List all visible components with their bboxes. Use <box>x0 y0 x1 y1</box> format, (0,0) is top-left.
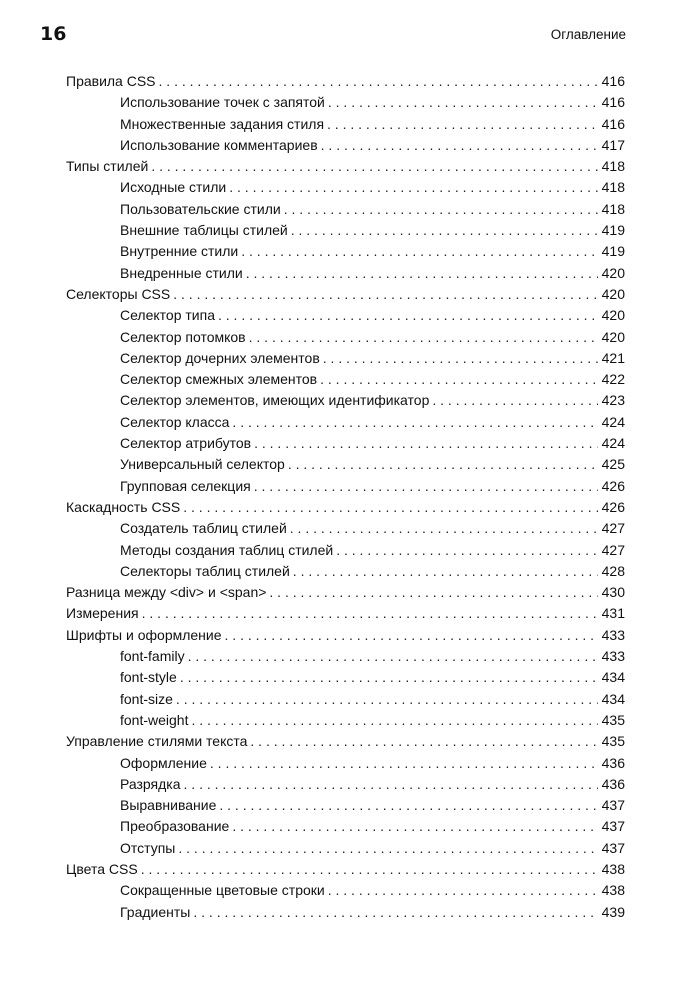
toc-dot-leader <box>151 156 597 177</box>
toc-entry-title: Внедренные стили <box>120 264 243 281</box>
toc-entry-page: 418 <box>601 200 625 217</box>
toc-entry-title: Типы стилей <box>66 158 149 175</box>
toc-subsection-entry <box>66 135 625 156</box>
toc-entry-title: font-size <box>120 690 173 707</box>
toc-entry-title: Селектор атрибутов <box>120 435 252 452</box>
toc-section-entry <box>66 859 625 880</box>
toc-entry-title: Селектор смежных элементов <box>120 371 318 388</box>
toc-dot-leader <box>178 838 597 859</box>
toc-entry-page: 424 <box>601 413 625 430</box>
toc-subsection-entry <box>66 241 625 262</box>
toc-dot-leader <box>241 241 597 262</box>
toc-dot-leader <box>327 114 598 135</box>
toc-entry-title: Селектор потомков <box>120 328 246 345</box>
toc-dot-leader <box>184 774 598 795</box>
running-head: Оглавление <box>550 27 626 42</box>
toc-dot-leader <box>229 177 597 198</box>
toc-entry-title: Групповая селекция <box>120 477 251 494</box>
toc-section-entry <box>66 625 625 646</box>
toc-dot-leader <box>219 795 597 816</box>
toc-entry-page: 419 <box>601 243 625 260</box>
toc-section-entry <box>66 156 625 177</box>
toc-dot-leader <box>288 454 598 475</box>
toc-entry-page: 416 <box>601 73 625 89</box>
toc-dot-leader <box>323 348 598 369</box>
toc-entry-title: Селектор элементов, имеющих идентификатор <box>120 392 430 409</box>
toc-dot-leader <box>254 476 598 497</box>
toc-entry-title: Отступы <box>120 839 176 856</box>
toc-entry-title: Селектор типа <box>120 307 215 324</box>
toc-dot-leader <box>142 603 598 624</box>
toc-entry-title: Исходные стили <box>120 179 227 196</box>
toc-entry-title: Разрядка <box>120 775 181 792</box>
toc-dot-leader <box>249 327 598 348</box>
toc-entry-page: 437 <box>601 839 625 856</box>
toc-entry-page: 419 <box>601 222 625 239</box>
toc-section-entry <box>66 71 625 92</box>
toc-dot-leader <box>183 497 597 518</box>
toc-dot-leader <box>269 582 597 603</box>
toc-entry-page: 425 <box>601 456 625 473</box>
page-number: 16 <box>40 23 67 45</box>
toc-entry-title: font-style <box>120 669 177 686</box>
toc-entry-title: Шрифты и оформление <box>66 626 222 643</box>
toc-entry-page: 434 <box>601 690 625 707</box>
toc-entry-title: Селектор дочерних элементов <box>120 349 320 366</box>
toc-dot-leader <box>218 305 598 326</box>
toc-entry-page: 437 <box>601 818 625 835</box>
toc-entry-page: 428 <box>601 562 625 579</box>
toc-entry-page: 416 <box>601 115 625 132</box>
toc-dot-leader <box>432 390 597 411</box>
toc-dot-leader <box>232 816 597 837</box>
toc-entry-title: Оформление <box>120 754 207 771</box>
toc-dot-leader <box>328 880 598 901</box>
toc-subsection-entry <box>66 689 625 710</box>
toc-dot-leader <box>188 646 598 667</box>
toc-entry-title: Измерения <box>66 605 139 622</box>
toc-dot-leader <box>291 220 598 241</box>
toc-subsection-entry <box>66 667 625 688</box>
toc-dot-leader <box>193 902 597 923</box>
toc-entry-page: 438 <box>601 860 625 877</box>
toc-subsection-entry <box>66 816 625 837</box>
toc-subsection-entry <box>66 454 625 475</box>
toc-entry-title: font-family <box>120 648 185 665</box>
toc-dot-leader <box>173 284 597 305</box>
toc-entry-page: 435 <box>601 733 625 750</box>
toc-entry-page: 424 <box>601 435 625 452</box>
toc-entry-page: 420 <box>601 264 625 281</box>
toc-subsection-entry <box>66 476 625 497</box>
toc-subsection-entry <box>66 774 625 795</box>
toc-section-entry <box>66 731 625 752</box>
toc-entry-page: 439 <box>601 903 625 920</box>
toc-entry-page: 435 <box>601 711 625 728</box>
toc-entry-title: Методы создания таблиц стилей <box>120 541 334 558</box>
toc-entry-title: Использование комментариев <box>120 136 318 153</box>
toc-subsection-entry <box>66 220 625 241</box>
toc-subsection-entry <box>66 348 625 369</box>
toc-entry-page: 431 <box>601 605 625 622</box>
toc-subsection-entry <box>66 753 625 774</box>
toc-dot-leader <box>290 518 598 539</box>
toc-entry-page: 420 <box>601 328 625 345</box>
toc-dot-leader <box>328 92 598 113</box>
toc-dot-leader <box>336 540 597 561</box>
toc-dot-leader <box>246 263 598 284</box>
toc-subsection-entry <box>66 433 625 454</box>
toc-entry-title: Управление стилями текста <box>66 733 248 750</box>
toc-subsection-entry <box>66 263 625 284</box>
toc-dot-leader <box>225 625 598 646</box>
toc-dot-leader <box>210 753 598 774</box>
toc-dot-leader <box>191 710 597 731</box>
toc-subsection-entry <box>66 646 625 667</box>
toc-subsection-entry <box>66 305 625 326</box>
toc-entry-page: 437 <box>601 797 625 814</box>
toc-subsection-entry <box>66 880 625 901</box>
toc-entry-page: 434 <box>601 669 625 686</box>
toc-subsection-entry <box>66 902 625 923</box>
toc-dot-leader <box>254 433 598 454</box>
toc-entry-page: 420 <box>601 285 625 302</box>
toc-subsection-entry <box>66 369 625 390</box>
toc-subsection-entry <box>66 540 625 561</box>
toc-subsection-entry <box>66 518 625 539</box>
toc-entry-title: Преобразование <box>120 818 230 835</box>
toc-entry-page: 436 <box>601 775 625 792</box>
toc-subsection-entry <box>66 795 625 816</box>
toc-entry-page: 427 <box>601 520 625 537</box>
toc-subsection-entry <box>66 838 625 859</box>
toc-entry-title: Множественные задания стиля <box>120 115 325 132</box>
toc-entry-page: 433 <box>601 648 625 665</box>
toc-dot-leader <box>141 859 598 880</box>
toc-entry-title: Правила CSS <box>66 73 156 89</box>
toc-entry-title: Селекторы CSS <box>66 285 171 302</box>
toc-entry-title: Цвета CSS <box>66 860 138 877</box>
toc-entry-page: 418 <box>601 179 625 196</box>
toc-entry-page: 416 <box>601 94 625 111</box>
toc-dot-leader <box>180 667 598 688</box>
toc-entry-title: Внешние таблицы стилей <box>120 222 288 239</box>
toc-subsection-entry <box>66 114 625 135</box>
toc-subsection-entry <box>66 199 625 220</box>
toc-entry-title: Пользовательские стили <box>120 200 281 217</box>
toc-entry-title: Селектор класса <box>120 413 230 430</box>
toc-dot-leader <box>284 199 598 220</box>
toc-dot-leader <box>159 71 598 92</box>
toc-subsection-entry <box>66 177 625 198</box>
toc-entry-page: 422 <box>601 371 625 388</box>
toc-entry-page: 426 <box>601 477 625 494</box>
toc-entry-title: Внутренние стили <box>120 243 239 260</box>
toc-entry-title: Создатель таблиц стилей <box>120 520 287 537</box>
toc-dot-leader <box>232 412 597 433</box>
toc-entry-page: 436 <box>601 754 625 771</box>
toc-section-entry <box>66 497 625 518</box>
toc-entry-page: 426 <box>601 498 625 515</box>
toc-entry-title: Использование точек с запятой <box>120 94 325 111</box>
toc-entry-title: Градиенты <box>120 903 191 920</box>
toc-dot-leader <box>320 369 598 390</box>
toc-dot-leader <box>250 731 597 752</box>
toc-dot-leader <box>176 689 598 710</box>
toc-subsection-entry <box>66 561 625 582</box>
toc-entry-page: 423 <box>601 392 625 409</box>
toc-entry-title: Сокращенные цветовые строки <box>120 882 325 899</box>
toc-entry-title: font-weight <box>120 711 189 728</box>
toc-subsection-entry <box>66 390 625 411</box>
toc-dot-leader <box>321 135 598 156</box>
toc-entry-page: 418 <box>601 158 625 175</box>
toc-entry-page: 420 <box>601 307 625 324</box>
toc-entry-page: 417 <box>601 136 625 153</box>
toc-entry-page: 438 <box>601 882 625 899</box>
toc-entry-page: 433 <box>601 626 625 643</box>
toc-section-entry <box>66 582 625 603</box>
toc-dot-leader <box>293 561 598 582</box>
toc-entry-title: Выравнивание <box>120 797 217 814</box>
toc-subsection-entry <box>66 92 625 113</box>
toc-entry-title: Разница между <div> и <span> <box>66 584 267 601</box>
toc-entry-page: 430 <box>601 584 625 601</box>
toc-entry-page: 427 <box>601 541 625 558</box>
toc-entry-title: Селекторы таблиц стилей <box>120 562 290 579</box>
toc-entry-title: Универсальный селектор <box>120 456 285 473</box>
toc-subsection-entry <box>66 710 625 731</box>
toc-entry-title: Каскадность CSS <box>66 498 181 515</box>
table-of-contents <box>66 71 625 923</box>
toc-section-entry <box>66 603 625 624</box>
toc-subsection-entry <box>66 412 625 433</box>
toc-section-entry <box>66 284 625 305</box>
toc-subsection-entry <box>66 327 625 348</box>
toc-entry-page: 421 <box>601 349 625 366</box>
